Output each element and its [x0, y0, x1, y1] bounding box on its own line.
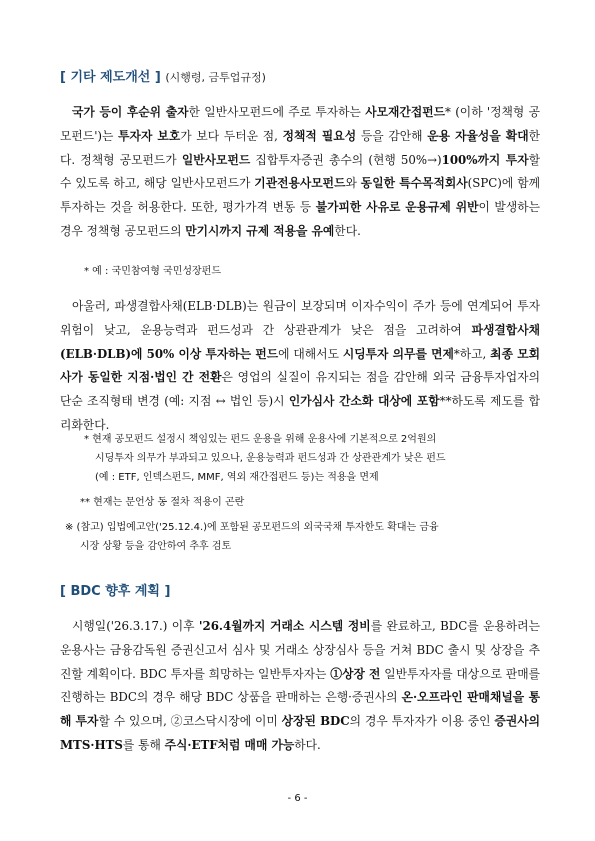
- emphasis-text: 운용 자율성을 확대: [427, 128, 529, 143]
- emphasis-text: 기관전용사모펀드: [254, 176, 346, 191]
- emphasis-text: 최종 모회사가 동일한 지점·법인 간 전환: [60, 346, 540, 385]
- emphasis-text: 동일한 특수목적회사: [360, 176, 468, 191]
- emphasis-text: 국가 등이 후순위 출자: [72, 105, 189, 119]
- paragraph-derivative-bonds: [60, 295, 540, 438]
- body-text: 와: [345, 176, 361, 191]
- body-text: 를 통해: [122, 737, 165, 752]
- body-text: 등을 감안해: [356, 128, 428, 143]
- emphasis-text: '26.4월까지 거래소 시스템 정비: [198, 619, 371, 633]
- body-text: 시행일('26.3.17.) 이후: [72, 619, 199, 633]
- emphasis-text: 증권사의 MTS·HTS: [60, 714, 541, 752]
- heading-title-bdc: [ BDC 향후 계획 ]: [60, 584, 171, 599]
- footnote-procedure: ** 현재는 문언상 동 절차 적용이 곤란: [80, 497, 245, 508]
- emphasis-text: 인가심사 간소화 대상에 포함: [288, 394, 440, 409]
- paragraph-bdc-schedule: [60, 615, 540, 758]
- emphasis-text: 일반사모펀드: [181, 152, 251, 167]
- body-text: 은 영업의 실질이 유지되는 점을 감안해 외국 금융투자업자의 단순 조직형태 변경 (예: 지점 ↔ 법인 등)시: [60, 370, 540, 409]
- emphasis-text: 정책적 필요성: [282, 128, 357, 143]
- body-text: *하고,: [453, 346, 491, 361]
- body-text: 할 수 있으며, ②코스닥시장에 이미: [98, 714, 282, 729]
- body-text: 일반투자자를 대상으로 판매를 진행하는 BDC의 경우 해당 BDC 상품을 판매하는 은행·증권사의: [60, 666, 540, 705]
- body-text: * (이하 '정책형 공모펀드')는: [60, 105, 541, 143]
- body-text: 에 대해서도: [278, 346, 343, 361]
- emphasis-text: 상장된 BDC: [281, 714, 350, 729]
- body-text: **하도록 제도를 합리화한다.: [60, 394, 540, 432]
- emphasis-text: 주식·ETF처럼 매매 가능: [164, 737, 295, 752]
- body-text: 가 보다 두터운 점,: [180, 128, 283, 143]
- section-heading-institutional-improvement: [60, 66, 266, 85]
- emphasis-text: 시딩투자 의무를 면제: [342, 346, 454, 361]
- body-text: 한다. 정책형 공모펀드가: [60, 128, 540, 167]
- heading-title: [ 기타 제도개선 ]: [60, 70, 161, 85]
- footnote-seeding-1: * 현재 공모펀드 설정시 책임있는 펀드 운용을 위해 운용사에 기본적으로 2억원의: [84, 434, 437, 445]
- section-heading-bdc-plan: [60, 580, 170, 599]
- emphasis-text: 불가피한 사유로 운용규제 위반: [315, 200, 479, 215]
- body-text: 하다.: [294, 737, 321, 752]
- body-text: 이 발생하는 경우 정책형 공모펀드의: [60, 200, 541, 238]
- body-text: 한다.: [334, 223, 361, 238]
- emphasis-text: 파생결합사채(ELB·DLB)에 50% 이상 투자하는 펀드: [60, 322, 540, 361]
- footnote-example-fund: * 예 : 국민참여형 국민성장펀드: [84, 266, 222, 277]
- body-text: 할 수 있도록 하고, 해당 일반사모펀드가: [60, 152, 541, 191]
- body-text: 집합투자증권 총수의 (현행 50%→): [250, 152, 442, 167]
- emphasis-text: ①상장 전: [330, 666, 381, 681]
- emphasis-text: 사모재간접펀드: [365, 105, 446, 119]
- page-number: - 6 -: [287, 793, 308, 804]
- reference-note-1: ※ (참고) 입법예고안('25.12.4.)에 포함된 공모펀드의 외국국채 투자한도 확대는 금융: [65, 522, 439, 533]
- body-text: 아울러, 파생결합사채(ELB·DLB)는 원금이 보장되며 이자수익이 주가 등에 연계되어 투자위험이 낮고, 운용능력과 펀드성과 간 상관관계가 낮은 점을 고려하여: [60, 299, 540, 337]
- emphasis-text: 100%까지 투자: [441, 152, 529, 167]
- reference-note-2: 시장 상황 등을 감안하여 추후 검토: [80, 541, 232, 552]
- body-text: 한 일반사모펀드에 주로 투자하는: [188, 105, 366, 119]
- body-text: (SPC)에 함께 투자하는 것을 허용한다. 또한, 평가가격 변동 등: [60, 176, 540, 215]
- footnote-seeding-2: 시딩투자 의무가 부과되고 있으나, 운용능력과 펀드성과 간 상관관계가 낮은 펀드: [95, 453, 446, 464]
- emphasis-text: 온·오프라인 판매채널을 통해 투자: [60, 690, 540, 729]
- body-text: 를 완료하고, BDC를 운용하려는 운용사는 금융감독원 증권신고서 심사 및 거래소 상장심사 등을 거쳐 BDC 출시 및 상장을 추진할 계획이다. BDC 투자를 희망하는 일반투자자는: [60, 619, 540, 681]
- footnote-seeding-3: (예 : ETF, 인덱스펀드, MMF, 역외 재간접펀드 등)는 적용을 면제: [95, 472, 379, 483]
- body-text: 의 경우 투자자가 이용 중인: [349, 714, 495, 729]
- paragraph-policy-fund: [60, 101, 540, 244]
- emphasis-text: 투자자 보호: [118, 128, 181, 143]
- emphasis-text: 만기시까지 규제 적용을 유예: [185, 223, 335, 238]
- heading-note: (시행령, 금투업규정): [165, 71, 266, 84]
